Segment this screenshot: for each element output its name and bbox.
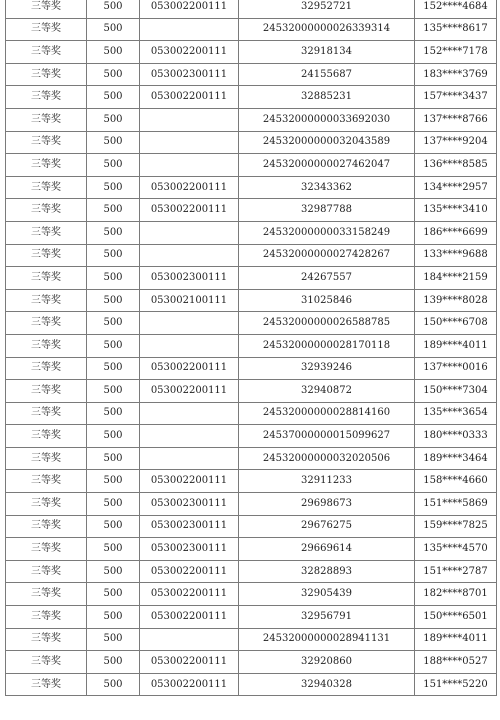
- prize-cell: 三等奖: [6, 583, 87, 606]
- number-cell: 32828893: [239, 560, 415, 583]
- phone-cell: 189****3464: [415, 447, 497, 470]
- table-row: [6, 267, 497, 290]
- prize-cell: 三等奖: [6, 131, 87, 154]
- amount-cell: 500: [87, 108, 140, 131]
- amount-cell: 500: [87, 267, 140, 290]
- table-row: [6, 425, 497, 448]
- number-cell: 32911233: [239, 470, 415, 493]
- phone-cell: 151****5220: [415, 673, 497, 696]
- number-cell: 24532000000026588785: [239, 312, 415, 335]
- table-row: [6, 651, 497, 674]
- code-cell: [140, 108, 239, 131]
- number-cell: 24532000000032020506: [239, 447, 415, 470]
- table-row: [6, 606, 497, 629]
- amount-cell: 500: [87, 199, 140, 222]
- code-cell: 053002200111: [140, 357, 239, 380]
- prize-cell: 三等奖: [6, 447, 87, 470]
- code-cell: [140, 312, 239, 335]
- number-cell: 24537000000015099627: [239, 425, 415, 448]
- number-cell: 32885231: [239, 86, 415, 109]
- code-cell: 053002200111: [140, 583, 239, 606]
- code-cell: 053002200111: [140, 41, 239, 64]
- table-row: [6, 673, 497, 696]
- prize-cell: 三等奖: [6, 199, 87, 222]
- amount-cell: 500: [87, 493, 140, 516]
- prize-cell: 三等奖: [6, 86, 87, 109]
- phone-cell: 137****0016: [415, 357, 497, 380]
- code-cell: 053002200111: [140, 0, 239, 18]
- amount-cell: 500: [87, 628, 140, 651]
- number-cell: 24155687: [239, 63, 415, 86]
- table-row: [6, 131, 497, 154]
- prize-cell: 三等奖: [6, 154, 87, 177]
- phone-cell: 134****2957: [415, 176, 497, 199]
- phone-cell: 139****8028: [415, 289, 497, 312]
- amount-cell: 500: [87, 606, 140, 629]
- amount-cell: 500: [87, 560, 140, 583]
- code-cell: [140, 402, 239, 425]
- code-cell: 053002200111: [140, 176, 239, 199]
- number-cell: 24532000000027462047: [239, 154, 415, 177]
- code-cell: 053002200111: [140, 560, 239, 583]
- amount-cell: 500: [87, 673, 140, 696]
- amount-cell: 500: [87, 380, 140, 403]
- number-cell: 32987788: [239, 199, 415, 222]
- code-cell: 053002200111: [140, 380, 239, 403]
- amount-cell: 500: [87, 221, 140, 244]
- number-cell: 24532000000026339314: [239, 18, 415, 41]
- phone-cell: 157****3437: [415, 86, 497, 109]
- phone-cell: 150****6708: [415, 312, 497, 335]
- amount-cell: 500: [87, 515, 140, 538]
- code-cell: 053002300111: [140, 538, 239, 561]
- prize-cell: 三等奖: [6, 425, 87, 448]
- phone-cell: 152****7178: [415, 41, 497, 64]
- amount-cell: 500: [87, 357, 140, 380]
- phone-cell: 135****3410: [415, 199, 497, 222]
- prize-cell: 三等奖: [6, 267, 87, 290]
- phone-cell: 180****0333: [415, 425, 497, 448]
- prize-cell: 三等奖: [6, 221, 87, 244]
- table-row: [6, 334, 497, 357]
- number-cell: 32920860: [239, 651, 415, 674]
- document-page: [5, 0, 496, 696]
- number-cell: 24532000000027428267: [239, 244, 415, 267]
- code-cell: [140, 18, 239, 41]
- amount-cell: 500: [87, 583, 140, 606]
- code-cell: 053002200111: [140, 651, 239, 674]
- code-cell: 053002200111: [140, 673, 239, 696]
- table-row: [6, 470, 497, 493]
- prize-cell: 三等奖: [6, 628, 87, 651]
- code-cell: 053002200111: [140, 470, 239, 493]
- code-cell: [140, 334, 239, 357]
- prize-cell: 三等奖: [6, 606, 87, 629]
- amount-cell: 500: [87, 63, 140, 86]
- number-cell: 32939246: [239, 357, 415, 380]
- table-row: [6, 244, 497, 267]
- table-row: [6, 560, 497, 583]
- code-cell: 053002200111: [140, 86, 239, 109]
- phone-cell: 186****6699: [415, 221, 497, 244]
- prize-cell: 三等奖: [6, 560, 87, 583]
- table-row: [6, 493, 497, 516]
- amount-cell: 500: [87, 425, 140, 448]
- amount-cell: 500: [87, 289, 140, 312]
- amount-cell: 500: [87, 131, 140, 154]
- phone-cell: 135****4570: [415, 538, 497, 561]
- number-cell: 24532000000033692030: [239, 108, 415, 131]
- amount-cell: 500: [87, 244, 140, 267]
- table-row: [6, 515, 497, 538]
- number-cell: 24532000000028814160: [239, 402, 415, 425]
- table-row: [6, 628, 497, 651]
- number-cell: 32918134: [239, 41, 415, 64]
- prize-cell: 三等奖: [6, 402, 87, 425]
- table-row: [6, 357, 497, 380]
- code-cell: 053002300111: [140, 63, 239, 86]
- amount-cell: 500: [87, 470, 140, 493]
- prize-cell: 三等奖: [6, 334, 87, 357]
- prize-cell: 三等奖: [6, 470, 87, 493]
- prize-cell: 三等奖: [6, 41, 87, 64]
- table-row: [6, 447, 497, 470]
- winners-table-body: [6, 0, 497, 696]
- prize-cell: 三等奖: [6, 673, 87, 696]
- number-cell: 29676275: [239, 515, 415, 538]
- code-cell: 053002300111: [140, 267, 239, 290]
- number-cell: 31025846: [239, 289, 415, 312]
- number-cell: 29698673: [239, 493, 415, 516]
- table-row: [6, 154, 497, 177]
- table-row: [6, 221, 497, 244]
- winners-table: [5, 0, 497, 696]
- code-cell: [140, 131, 239, 154]
- phone-cell: 159****7825: [415, 515, 497, 538]
- number-cell: 24532000000028170118: [239, 334, 415, 357]
- prize-cell: 三等奖: [6, 538, 87, 561]
- table-row: [6, 402, 497, 425]
- amount-cell: 500: [87, 0, 140, 18]
- phone-cell: 150****7304: [415, 380, 497, 403]
- code-cell: 053002200111: [140, 606, 239, 629]
- amount-cell: 500: [87, 312, 140, 335]
- number-cell: 32940328: [239, 673, 415, 696]
- code-cell: [140, 447, 239, 470]
- code-cell: [140, 628, 239, 651]
- phone-cell: 137****9204: [415, 131, 497, 154]
- table-row: [6, 86, 497, 109]
- table-row: [6, 18, 497, 41]
- amount-cell: 500: [87, 86, 140, 109]
- phone-cell: 133****9688: [415, 244, 497, 267]
- amount-cell: 500: [87, 402, 140, 425]
- prize-cell: 三等奖: [6, 63, 87, 86]
- table-row: [6, 312, 497, 335]
- table-row: [6, 108, 497, 131]
- table-row: [6, 199, 497, 222]
- phone-cell: 135****3654: [415, 402, 497, 425]
- prize-cell: 三等奖: [6, 312, 87, 335]
- code-cell: 053002300111: [140, 493, 239, 516]
- prize-cell: 三等奖: [6, 0, 87, 18]
- amount-cell: 500: [87, 538, 140, 561]
- amount-cell: 500: [87, 651, 140, 674]
- phone-cell: 150****6501: [415, 606, 497, 629]
- table-row: [6, 583, 497, 606]
- amount-cell: 500: [87, 334, 140, 357]
- number-cell: 24532000000033158249: [239, 221, 415, 244]
- table-row: [6, 380, 497, 403]
- prize-cell: 三等奖: [6, 515, 87, 538]
- prize-cell: 三等奖: [6, 18, 87, 41]
- code-cell: [140, 244, 239, 267]
- table-row: [6, 289, 497, 312]
- amount-cell: 500: [87, 176, 140, 199]
- number-cell: 32905439: [239, 583, 415, 606]
- code-cell: [140, 221, 239, 244]
- code-cell: 053002300111: [140, 515, 239, 538]
- phone-cell: 135****8617: [415, 18, 497, 41]
- prize-cell: 三等奖: [6, 176, 87, 199]
- phone-cell: 158****4660: [415, 470, 497, 493]
- phone-cell: 184****2159: [415, 267, 497, 290]
- phone-cell: 151****5869: [415, 493, 497, 516]
- code-cell: 053002200111: [140, 199, 239, 222]
- code-cell: [140, 425, 239, 448]
- number-cell: 32343362: [239, 176, 415, 199]
- number-cell: 32956791: [239, 606, 415, 629]
- phone-cell: 151****2787: [415, 560, 497, 583]
- phone-cell: 136****8585: [415, 154, 497, 177]
- phone-cell: 152****4684: [415, 0, 497, 18]
- number-cell: 24532000000028941131: [239, 628, 415, 651]
- number-cell: 24532000000032043589: [239, 131, 415, 154]
- prize-cell: 三等奖: [6, 289, 87, 312]
- table-row: [6, 0, 497, 18]
- number-cell: 29669614: [239, 538, 415, 561]
- code-cell: 053002100111: [140, 289, 239, 312]
- amount-cell: 500: [87, 41, 140, 64]
- prize-cell: 三等奖: [6, 380, 87, 403]
- amount-cell: 500: [87, 18, 140, 41]
- table-row: [6, 176, 497, 199]
- prize-cell: 三等奖: [6, 651, 87, 674]
- code-cell: [140, 154, 239, 177]
- amount-cell: 500: [87, 447, 140, 470]
- phone-cell: 182****8701: [415, 583, 497, 606]
- prize-cell: 三等奖: [6, 244, 87, 267]
- table-row: [6, 41, 497, 64]
- number-cell: 32940872: [239, 380, 415, 403]
- phone-cell: 137****8766: [415, 108, 497, 131]
- number-cell: 32952721: [239, 0, 415, 18]
- prize-cell: 三等奖: [6, 357, 87, 380]
- phone-cell: 189****4011: [415, 334, 497, 357]
- table-row: [6, 63, 497, 86]
- phone-cell: 189****4011: [415, 628, 497, 651]
- prize-cell: 三等奖: [6, 493, 87, 516]
- amount-cell: 500: [87, 154, 140, 177]
- number-cell: 24267557: [239, 267, 415, 290]
- prize-cell: 三等奖: [6, 108, 87, 131]
- table-row: [6, 538, 497, 561]
- phone-cell: 183****3769: [415, 63, 497, 86]
- phone-cell: 188****0527: [415, 651, 497, 674]
